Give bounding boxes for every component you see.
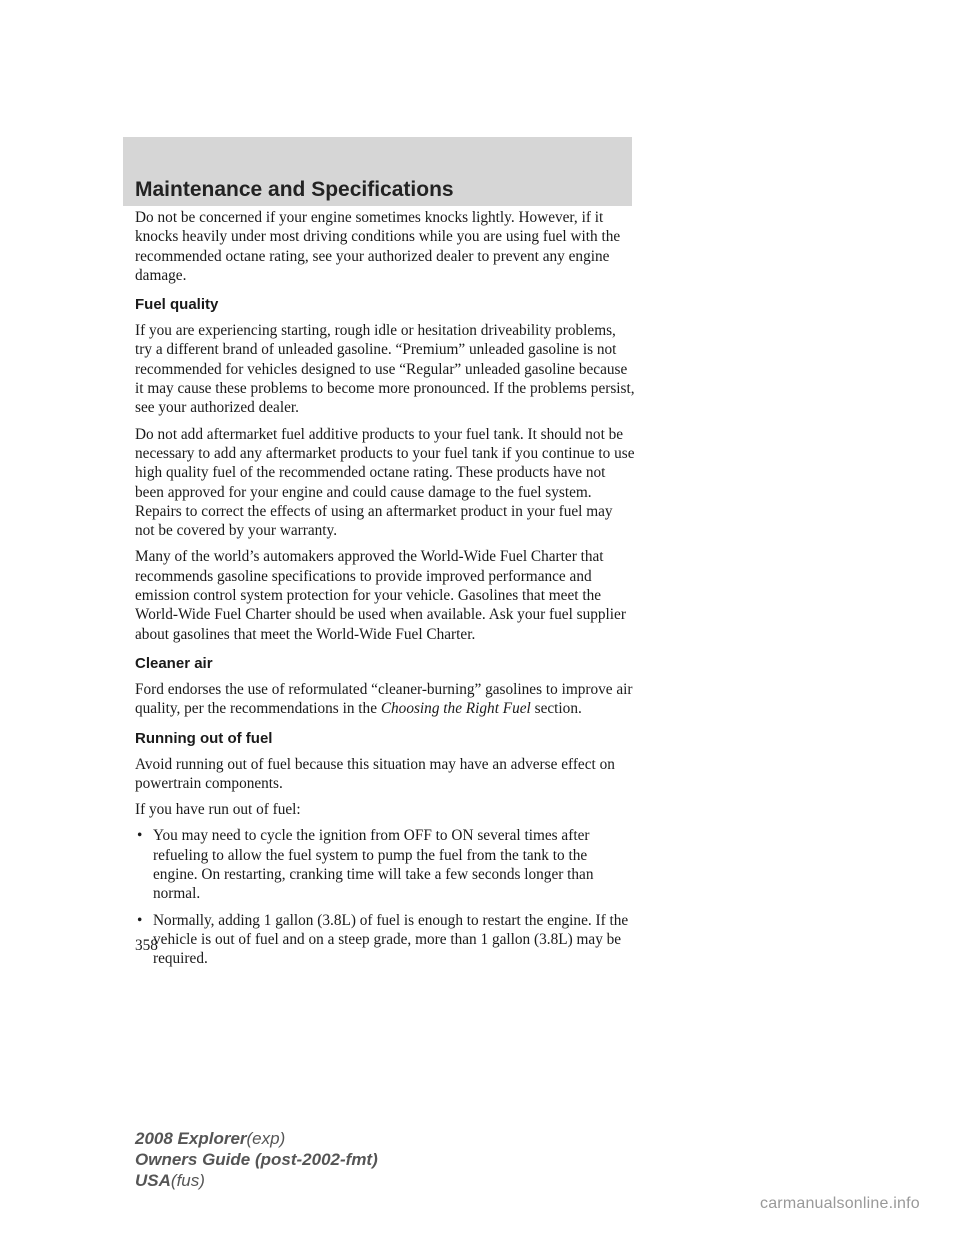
- footer-line-3: [135, 1170, 378, 1191]
- cleaner-air-text: Ford endorses the use of reformulated “cleaner-burning” gasolines to improve air quality, per the recommendations in the: [135, 680, 633, 718]
- running-out-bullet-list: [135, 826, 635, 968]
- page-number: 358: [135, 937, 158, 954]
- footer-market: USA: [135, 1171, 171, 1190]
- site-watermark: carmanualsonline.info: [760, 1195, 920, 1212]
- page-content: [135, 208, 635, 976]
- fuel-quality-paragraph-1: If you are experiencing starting, rough idle or hesitation driveability problems, try a different brand of unleaded gasoline. “Premium” unleaded gasoline is not recommended for vehicles designed to use “Regular” unleaded gasoline because it may cause these problems to become more pronounced. If the problems persist, see your authorized dealer.: [135, 322, 635, 417]
- cross-reference-section: Choosing the Right Fuel: [380, 700, 531, 718]
- fuel-quality-heading: Fuel quality: [135, 296, 219, 314]
- list-item: [135, 911, 635, 969]
- list-item: [135, 826, 635, 903]
- running-out-heading: Running out of fuel: [135, 729, 273, 747]
- cleaner-air-heading: Cleaner air: [135, 654, 213, 672]
- footer-line-1: [135, 1128, 378, 1149]
- running-out-paragraph-2: If you have run out of fuel:: [135, 801, 301, 819]
- footer-line-2: Owners Guide (post-2002-fmt): [135, 1150, 378, 1169]
- bullet-icon: •: [137, 827, 143, 845]
- running-out-paragraph-1: Avoid running out of fuel because this situation may have an adverse effect on powertrain components.: [135, 755, 615, 792]
- footer-model-code: (exp): [246, 1129, 286, 1148]
- document-footer: [135, 1128, 378, 1191]
- bullet-icon: •: [137, 911, 143, 929]
- footer-model: 2008 Explorer: [135, 1129, 247, 1148]
- intro-paragraph: Do not be concerned if your engine sometimes knocks lightly. However, if it knocks heavily under most driving conditions while you are using fuel with the recommended octane rating, see your authorized dealer to prevent any engine damage.: [135, 209, 621, 284]
- section-title: Maintenance and Specifications: [135, 178, 454, 201]
- bullet-text: Normally, adding 1 gallon (3.8L) of fuel is enough to restart the engine. If the vehicle is out of fuel and on a steep grade, more than 1 gallon (3.8L) may be required.: [153, 911, 629, 968]
- fuel-quality-paragraph-3: Many of the world’s automakers approved the World-Wide Fuel Charter that recommends gasoline specifications to provide improved performance and emission control system protection for your vehicle. Gasolines that meet the World-Wide Fuel Charter should be used when available. Ask your fuel supplier about gasolines that meet the World-Wide Fuel Charter.: [135, 548, 626, 643]
- cleaner-air-text-end: section.: [534, 700, 582, 718]
- cleaner-air-paragraph: [135, 680, 635, 719]
- bullet-text: You may need to cycle the ignition from OFF to ON several times after refueling to allow the fuel system to pump the fuel from the tank to the engine. On restarting, cranking time will take a few seconds longer than normal.: [153, 827, 594, 903]
- footer-market-code: (fus): [170, 1171, 205, 1190]
- fuel-quality-paragraph-2: Do not add aftermarket fuel additive products to your fuel tank. It should not be necessary to add any aftermarket products to your fuel tank if you continue to use high quality fuel of the recommended octane rating. These products have not been approved for your engine and could cause damage to the fuel system. Repairs to correct the effects of using an aftermarket product in your fuel may not be covered by your warranty.: [135, 425, 635, 540]
